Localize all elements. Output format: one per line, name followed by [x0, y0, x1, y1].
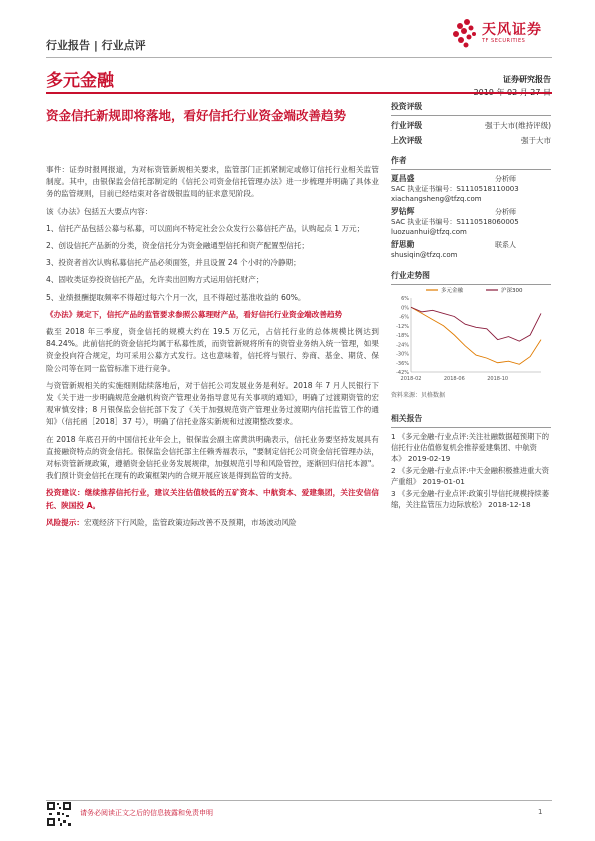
report-type: 证券研究报告	[503, 75, 551, 84]
y-tick-label: -6%	[399, 314, 409, 321]
investment-advice: 继续推荐信托行业，建议关注估值较低的五矿资本、中航资本、爱建集团，关注安信信托、陕国投 A。	[46, 488, 380, 510]
investment-advice-label: 投资建议：	[46, 488, 85, 498]
chart-source: 资料来源：贝格数据	[391, 392, 446, 399]
risk-text: 宏观经济下行风险，监管政策边际改善不及预期，市场波动风险	[83, 517, 297, 527]
trend-section	[391, 270, 551, 285]
series-line-1	[411, 307, 541, 364]
authors-section	[391, 155, 551, 260]
author-email: shusiqin@tfzq.com	[391, 251, 458, 259]
risk-label: 风险提示：	[46, 517, 84, 527]
point-3: 3、投资者首次认购私募信托产品必须面签，并且设置 24 个小时的冷静期；	[46, 258, 301, 268]
author-1	[391, 174, 551, 204]
industry-rating-label: 行业评级	[391, 121, 423, 130]
author-cert: SAC 执业证书编号：S1110518110003	[391, 185, 519, 193]
trend-heading: 行业走势图	[391, 271, 430, 280]
y-tick-label: -42%	[396, 370, 409, 376]
author-role: 分析师	[495, 175, 516, 183]
x-tick-label: 2018-10	[487, 376, 509, 382]
author-role: 联系人	[495, 241, 516, 249]
y-tick-label: 6%	[401, 296, 409, 302]
industry-rating-value: 强于大市(维持评级)	[485, 121, 551, 130]
y-tick-label: -18%	[396, 333, 409, 339]
scale-paragraph: 截至 2018 年三季度，资金信托的规模大约在 19.5 万亿元，占信托行业的总体规模比例达到 84.24%。此前信托的资金信托均属于私募性质，而资管新规将所有的资管业务纳入统一管理，如果资金投向符合规定，均可采用公募方式发行。这也意味着，信托将与银行、券商、基金、期货、保险公司等在同一监管标准下进行竞争。	[46, 327, 379, 373]
y-tick-label: -36%	[396, 360, 409, 367]
brand-name: 天风证券	[482, 22, 542, 38]
point-1: 1、信托产品包括公募与私募，可以面向不特定社会公众发行公募信托产品，认购起点 1 万元；	[46, 223, 365, 233]
related-heading: 相关报告	[391, 414, 423, 423]
author-3	[391, 240, 551, 260]
author-role: 分析师	[495, 208, 516, 216]
related-item[interactable]: 3 《多元金融-行业点评:政策引导信托规模持续萎缩，关注监管压力边际放松》 2018-12-18	[391, 489, 549, 509]
related-item[interactable]: 2 《多元金融-行业点评:中天金融积极推进重大资产重组》 2019-01-01	[391, 466, 549, 486]
authors-heading: 作者	[391, 156, 407, 165]
point-5: 5、业绩报酬提取频率不得超过每六个月一次，且不得超过基准收益的 60%。	[46, 292, 306, 302]
author-2	[391, 207, 551, 237]
y-tick-label: -30%	[396, 351, 409, 358]
y-tick-label: 0%	[401, 305, 409, 312]
rating-divider	[391, 115, 551, 116]
x-tick-label: 2018-02	[400, 376, 422, 382]
previous-rating-value: 强于大市	[521, 136, 551, 145]
previous-rating-label: 上次评级	[391, 136, 423, 145]
page-number: 1	[538, 808, 543, 816]
author-email: luozuanhui@tfzq.com	[391, 228, 467, 236]
author-name: 罗钻辉	[391, 207, 415, 216]
annual-meeting-paragraph: 在 2018 年底召开的中国信托业年会上，银保监会副主席黄洪明确表示，信托业务要坚持发展具有直接融资特点的资金信托。银保监会信托部主任赖秀福表示，"要制定信托公司资金信托管理办法，对标资管新规政策，遵循资金信托业务发展规律，加强规范引导和风险管控，逐渐回归信托本源"。我们预计资金信托在现有的政策框架内的合规开展应该是得到监管的支持。	[46, 434, 379, 481]
related-item[interactable]: 1 《多元金融-行业点评:关注社融数据超预期下的信托行业估值修复机会推荐爱建集团、中航资本》 2019-02-19	[391, 432, 549, 463]
report-category: 行业报告 | 行业点评	[46, 39, 146, 52]
qr-code-icon	[46, 801, 72, 827]
series-line-2	[411, 307, 541, 341]
report-title: 资金信托新规即将落地，看好信托行业资金端改善趋势	[46, 108, 347, 123]
sector-title: 多元金融	[46, 71, 114, 91]
header-divider	[46, 57, 552, 58]
sector-divider	[46, 92, 552, 94]
policy-paragraph: 与资管新规相关的实施细则陆续落地后，对于信托公司发展业务是利好。2018 年 7 月人民银行下发《关于进一步明确规范金融机构资产管理业务指导意见有关事项的通知》，明确了过渡期资管的宏观审慎安排；8 月银保监会信托部下发了《关于加强规范资产管理业务过渡期内信托监管工作的通知》（信托函［2018］37 号），明确了信托业落实新规和过渡期整改要求。	[46, 380, 379, 427]
legend-label: 沪深300	[501, 288, 523, 294]
footer-divider	[46, 800, 552, 801]
related-divider	[391, 427, 551, 428]
main-body	[46, 164, 379, 529]
related-section	[391, 413, 551, 510]
brand-subtitle: TF SECURITIES	[482, 38, 526, 44]
author-name: 舒思勤	[391, 240, 415, 249]
authors-divider	[391, 169, 551, 170]
x-tick-label: 2018-06	[443, 376, 465, 382]
section-heading: 《办法》规定下，信托产品的监管要求参照公募理财产品，看好信托行业资金端改善趋势	[46, 309, 343, 319]
point-2: 2、创设信托产品新的分类，资金信托分为资金融通型信托和资产配置型信托；	[46, 241, 310, 251]
author-cert: SAC 执业证书编号：S1110518060005	[391, 218, 519, 226]
point-4: 4、固收类证券投资信托产品，允许卖出回购方式运用信托财产；	[46, 275, 264, 285]
y-tick-label: -24%	[396, 342, 409, 349]
points-intro: 该《办法》包括五大要点内容：	[46, 206, 153, 216]
rating-heading: 投资评级	[391, 102, 423, 111]
y-tick-label: -12%	[396, 323, 409, 330]
author-email: xiachangsheng@tfzq.com	[391, 195, 482, 203]
legend-label: 多元金融	[441, 288, 464, 294]
event-paragraph: 事件：证券时报网报道，为对标资管新规相关要求，监管部门正抓紧制定或修订信托行业相关监管制度。其中，由银保监会信托部制定的《信托公司资金信托管理办法》进一步梳理并明确了具体业务的监管规则，目前已经结束对各省级银监局的征求意见阶段。	[46, 165, 379, 199]
footer-disclaimer: 请务必阅读正文之后的信息披露和免责申明	[80, 809, 213, 817]
author-name: 夏昌盛	[391, 174, 415, 183]
industry-trend-chart	[391, 284, 551, 386]
rating-section	[391, 101, 551, 146]
